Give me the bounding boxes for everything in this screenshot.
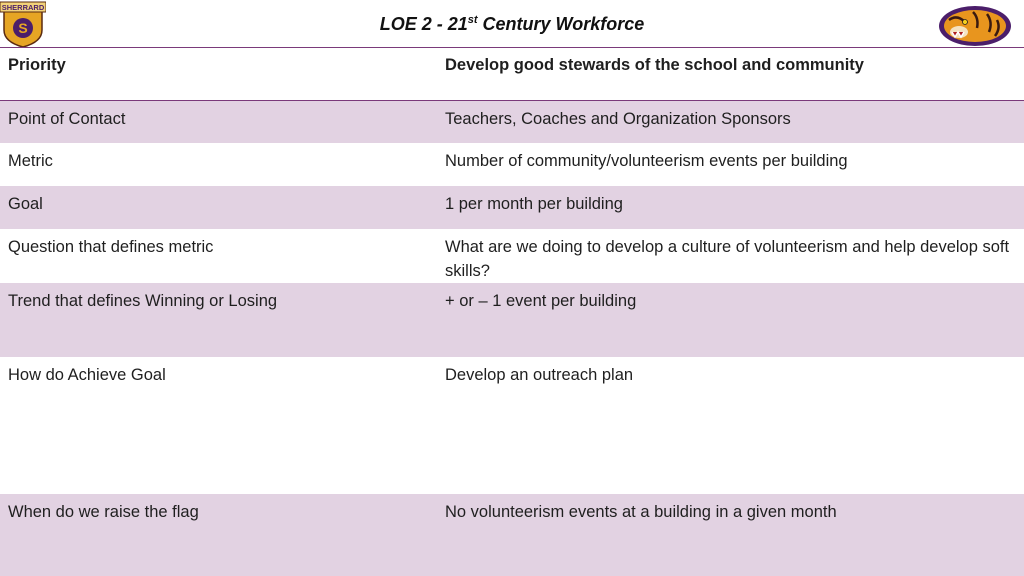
table-row xyxy=(0,229,1024,283)
row-label: Trend that defines Winning or Losing xyxy=(0,283,437,357)
row-value: 1 per month per building xyxy=(437,186,1024,229)
row-value: + or – 1 event per building xyxy=(437,283,1024,357)
row-label: Question that defines metric xyxy=(0,229,437,283)
row-value: Develop an outreach plan xyxy=(437,357,1024,494)
slide-header xyxy=(0,0,1024,48)
header-label-cell: Priority xyxy=(0,48,437,100)
row-label: When do we raise the flag xyxy=(0,494,437,576)
header-value-cell: Develop good stewards of the school and community xyxy=(437,48,1024,100)
row-value: Teachers, Coaches and Organization Sponsors xyxy=(437,100,1024,143)
logo-letter: S xyxy=(18,20,28,36)
table-row xyxy=(0,186,1024,229)
row-label: Metric xyxy=(0,143,437,186)
table-row xyxy=(0,100,1024,143)
row-label: Point of Contact xyxy=(0,100,437,143)
table-row xyxy=(0,283,1024,357)
row-label: How do Achieve Goal xyxy=(0,357,437,494)
row-label: Goal xyxy=(0,186,437,229)
title-suffix: Century Workforce xyxy=(477,14,645,34)
table-row xyxy=(0,357,1024,494)
page-title xyxy=(0,14,1024,35)
row-value: What are we doing to develop a culture of volunteerism and help develop soft skills? xyxy=(437,229,1024,283)
table-row xyxy=(0,494,1024,576)
table-row xyxy=(0,143,1024,186)
title-prefix: LOE 2 - 21 xyxy=(379,14,468,34)
row-value: No volunteerism events at a building in a given month xyxy=(437,494,1024,576)
table-header-row xyxy=(0,48,1024,100)
tiger-mascot-icon xyxy=(935,2,1013,47)
loe-table xyxy=(0,48,1024,576)
title-superscript: st xyxy=(467,14,478,26)
row-value: Number of community/volunteerism events per building xyxy=(437,143,1024,186)
logo-wordmark: SHERRARD xyxy=(1,3,45,12)
